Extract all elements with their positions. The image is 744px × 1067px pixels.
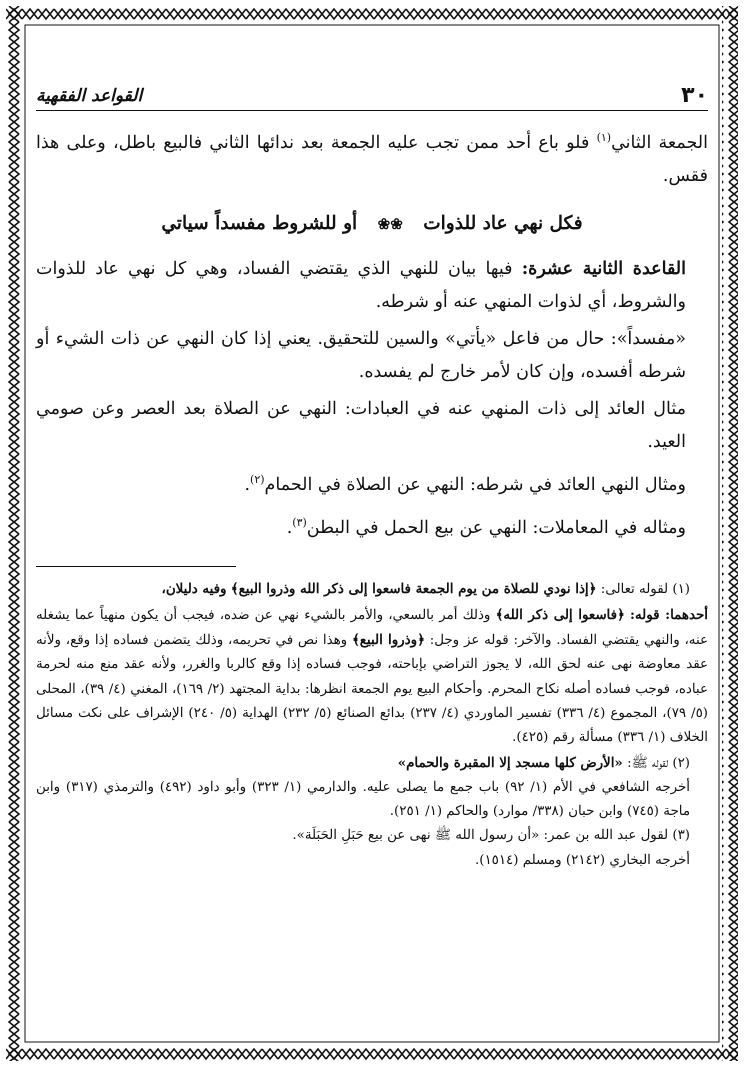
footnote-ref-3[interactable]: (٣) [292, 515, 307, 529]
footnote-ref-1[interactable]: (١) [596, 131, 612, 144]
footnote-2: (٢) لقوله ﷺ: «الأرض كلها مسجد إلا المقبرة والحمام» [397, 754, 690, 771]
book-title: القواعد الفقهية [36, 86, 143, 106]
footnote-1: (١) لقوله تعالى: ﴿إذا نودي للصلاة من يوم الجمعة فاسعوا إلى ذكر الله وذروا البيع﴾ وفيه دليلان، [161, 581, 690, 598]
main-text [36, 121, 708, 544]
paragraph-5: ومثال النهي العائد في شرطه: النهي عن الصلاة في الحمام$^{(٢)}$. [244, 472, 686, 495]
footnote-2-source: أخرجه الشافعي في الأم (١/ ٩٢) باب جمع ما يصلى عليه. والدارمي (١/ ٣٢٣) وأبو داود (٤٩٢) والترمذي (٣١٧) وابن ماجة (٧٤٥) وابن حبان (٣٣٨/ موارد) والحاكم (١/ ٢٥١). [36, 779, 690, 820]
verse-separator-icon: ❀❀ [377, 214, 403, 233]
verse-second-hemistich: أو للشروط مفسداً سياتي [161, 212, 358, 234]
rule-title: القاعدة الثانية عشرة: [521, 258, 686, 279]
footnote-divider [36, 566, 236, 567]
paragraph-rule [36, 253, 708, 319]
footnotes [36, 577, 708, 873]
footnote-1-cont: أحدهما: قوله: ﴿فاسعوا إلى ذكر الله﴾ وذلك أمر بالسعي، والأمر بالشيء نهي عن ضده، فيجب أن يكون منهياً عما يشغله عنه، والنهي يقتضي الفساد. والآخر: قوله عز وجل: ﴿وذروا البيع﴾ وهذا نص في تحريمه، وذلك يتضمن فساده إذا وقع، ولأنه عقد معاوضة نهى عنه لحق الله، لا يجوز التراضي بإباحته، فوجب فساده إذا وقع كالربا والغرر، ولأنه عقد منع منه لحرمة عباده، فوجب فساده أصله نكاح المحرم. وأحكام البيع يوم الجمعة انظرها: بداية المجتهد (٢/ ١٦٩)، المغني (٤/ ٣٩)، المحلى (٥/ ٧٩)، المجموع (٤/ ٣٣٦) تفسير الماوردي (٤/ ٢٣٧) بدائع الصنائع (٥/ ٢٣٢) الهداية (٥/ ٢٤٠) الإشراف على نكت مسائل الخلاف (١/ ٣٣٦) مسألة رقم (٤٢٥). [36, 606, 709, 746]
footnote-ref-2[interactable]: (٢) [250, 472, 265, 486]
footnote-3-source: أخرجه البخاري (٢١٤٢) ومسلم (١٥١٤). [474, 852, 690, 868]
rule-text: فيها بيان للنهي الذي يقتضي الفساد، وهي كل نهي عاد للذوات والشروط، أي لذوات المنهي عنه أو شرطه. [36, 258, 686, 312]
verse-first-hemistich: فكل نهي عاد للذوات [423, 212, 583, 234]
footnote-3: (٣) لقول عبد الله بن عمر: «أن رسول الله ﷺ نهى عن بيع حَبَلِ الحَبَلَة». [292, 828, 690, 844]
paragraph-6: ومثاله في المعاملات: النهي عن بيع الحمل في البطن$^{(٣)}$. [286, 515, 686, 538]
paragraph-1: الجمعة الثاني$^{(١)}$ فلو باع أحد ممن تجب عليه الجمعة بعد ندائها الثاني فالبيع باطل، وعلى هذا فقس. [36, 131, 708, 186]
page-content [36, 70, 708, 1007]
paragraph-3: «مفسداً»: حال من فاعل «يأتي» والسين للتحقيق. يعني إذا كان النهي عن ذات الشيء أو شرطه أفسده، وإن كان لأمر خارج لم يفسده. [36, 328, 686, 382]
poem-verse [36, 207, 708, 241]
page-number: ٣٠ [681, 83, 708, 108]
paragraph-4: مثال العائد إلى ذات المنهي عنه في العبادات: النهي عن الصلاة بعد العصر وعن صومي العيد. [36, 398, 686, 452]
page-header [36, 70, 708, 111]
